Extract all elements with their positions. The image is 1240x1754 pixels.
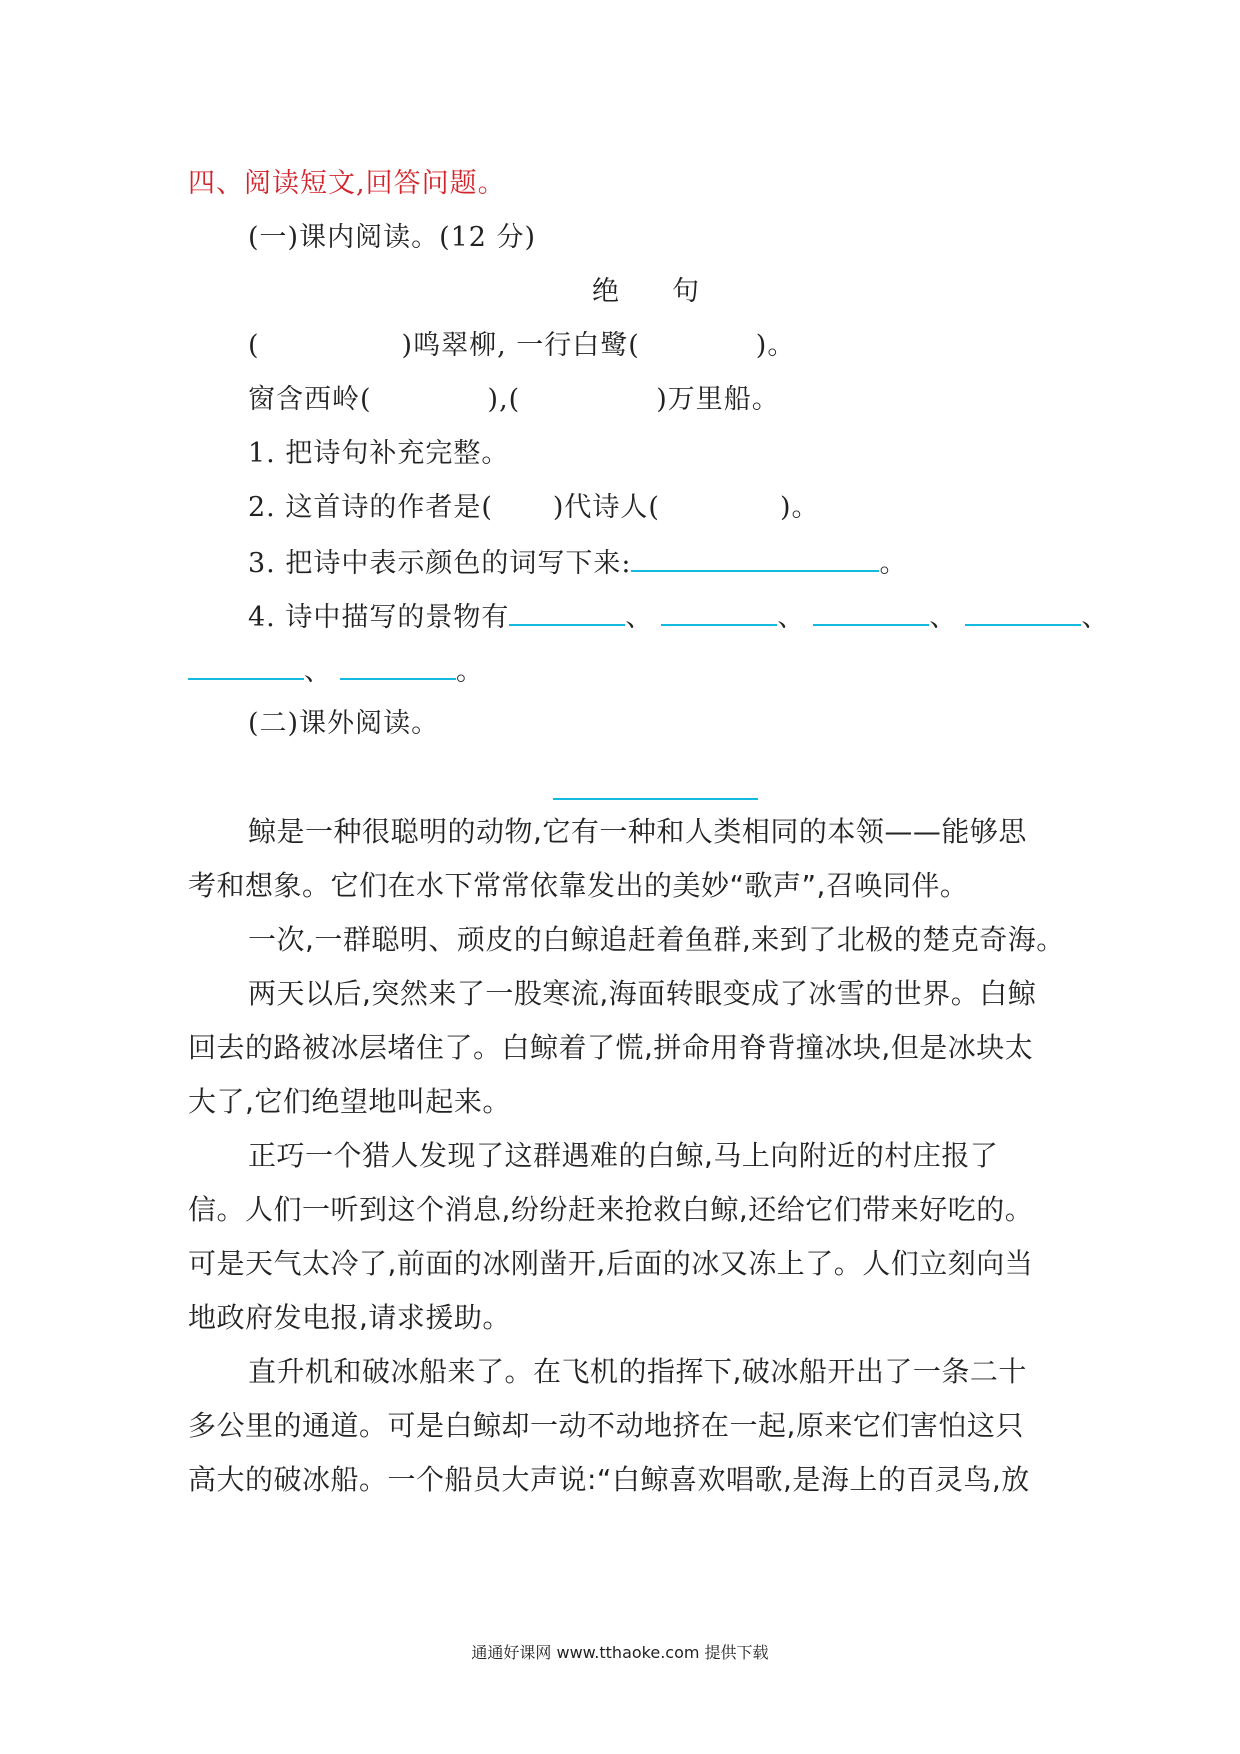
passage-line: 一次,一群聪明、顽皮的白鲸追赶着鱼群,来到了北极的楚克奇海。 <box>248 923 1065 956</box>
poem-line-1 <box>248 328 795 364</box>
poem-line-1-mid: )鸣翠柳, 一行白鹭( <box>401 330 640 361</box>
question-3 <box>248 544 907 582</box>
page-footer: 通通好课网 www.tthaoke.com 提供下载 <box>471 1643 769 1662</box>
scenery-answer-line-4[interactable] <box>965 598 1081 626</box>
question-4-end: 。 <box>456 656 484 687</box>
poem-line-1-open: ( <box>248 330 260 361</box>
separator: 、 <box>929 602 958 633</box>
poem-line-2-mid: ),( <box>487 384 521 415</box>
separator: 、 <box>1081 602 1110 633</box>
part2-heading: (二)课外阅读。 <box>248 708 440 739</box>
passage-line: 可是天气太冷了,前面的冰刚凿开,后面的冰又冻上了。人们立刻向当 <box>188 1247 1034 1280</box>
poem-line-2-start: 窗含西岭( <box>248 384 372 415</box>
scenery-answer-line-3[interactable] <box>813 598 929 626</box>
question-2-end: )。 <box>779 492 820 523</box>
separator: 、 <box>304 656 332 687</box>
passage-line: 鲸是一种很聪明的动物,它有一种和人类相同的本领——能够思 <box>248 815 1027 848</box>
passage-line: 信。人们一听到这个消息,纷纷赶来抢救白鲸,还给它们带来好吃的。 <box>188 1193 1034 1226</box>
passage-line: 考和想象。它们在水下常常依靠发出的美妙“歌声”,召唤同伴。 <box>188 869 969 902</box>
question-3-end: 。 <box>879 548 908 579</box>
question-2-mid: )代诗人( <box>552 492 660 523</box>
question-4-continued <box>188 652 484 690</box>
passage-line: 回去的路被冰层堵住了。白鲸着了慌,拼命用脊背撞冰块,但是冰块太 <box>188 1031 1034 1064</box>
passage-line: 大了,它们绝望地叫起来。 <box>188 1085 511 1118</box>
question-4-text: 4. 诗中描写的景物有 <box>248 602 510 633</box>
question-2 <box>248 490 820 526</box>
separator: 、 <box>777 602 806 633</box>
poem-line-2-end: )万里船。 <box>656 384 780 415</box>
passage-line: 高大的破冰船。一个船员大声说:“白鲸喜欢唱歌,是海上的百灵鸟,放 <box>188 1463 1030 1496</box>
question-3-text: 3. 把诗中表示颜色的词写下来: <box>248 548 632 579</box>
poem-title <box>592 274 700 310</box>
poem-title-char-1: 绝 <box>592 276 620 307</box>
scenery-answer-line-1[interactable] <box>509 598 625 626</box>
section-heading: 四、阅读短文,回答问题。 <box>188 168 506 199</box>
poem-title-char-2: 句 <box>672 276 700 307</box>
passage-title-blank[interactable] <box>553 798 758 800</box>
passage-line: 地政府发电报,请求援助。 <box>188 1301 511 1334</box>
part1-heading: (一)课内阅读。(12 分) <box>248 222 537 253</box>
passage-line: 两天以后,突然来了一股寒流,海面转眼变成了冰雪的世界。白鲸 <box>248 977 1037 1010</box>
scenery-answer-line-2[interactable] <box>661 598 777 626</box>
passage-line: 正巧一个猎人发现了这群遇难的白鲸,马上向附近的村庄报了 <box>248 1139 999 1172</box>
scenery-answer-line-6[interactable] <box>340 652 456 680</box>
question-4 <box>248 598 1109 636</box>
question-2-start: 2. 这首诗的作者是( <box>248 492 493 523</box>
question-1: 1. 把诗句补充完整。 <box>248 438 510 469</box>
passage-line: 直升机和破冰船来了。在飞机的指挥下,破冰船开出了一条二十 <box>248 1355 1027 1388</box>
separator: 、 <box>625 602 654 633</box>
poem-line-1-close: )。 <box>755 330 796 361</box>
scenery-answer-line-5[interactable] <box>188 652 304 680</box>
passage-line: 多公里的通道。可是白鲸却一动不动地挤在一起,原来它们害怕这只 <box>188 1409 1024 1442</box>
colors-answer-line[interactable] <box>631 544 879 572</box>
poem-line-2 <box>248 382 780 418</box>
